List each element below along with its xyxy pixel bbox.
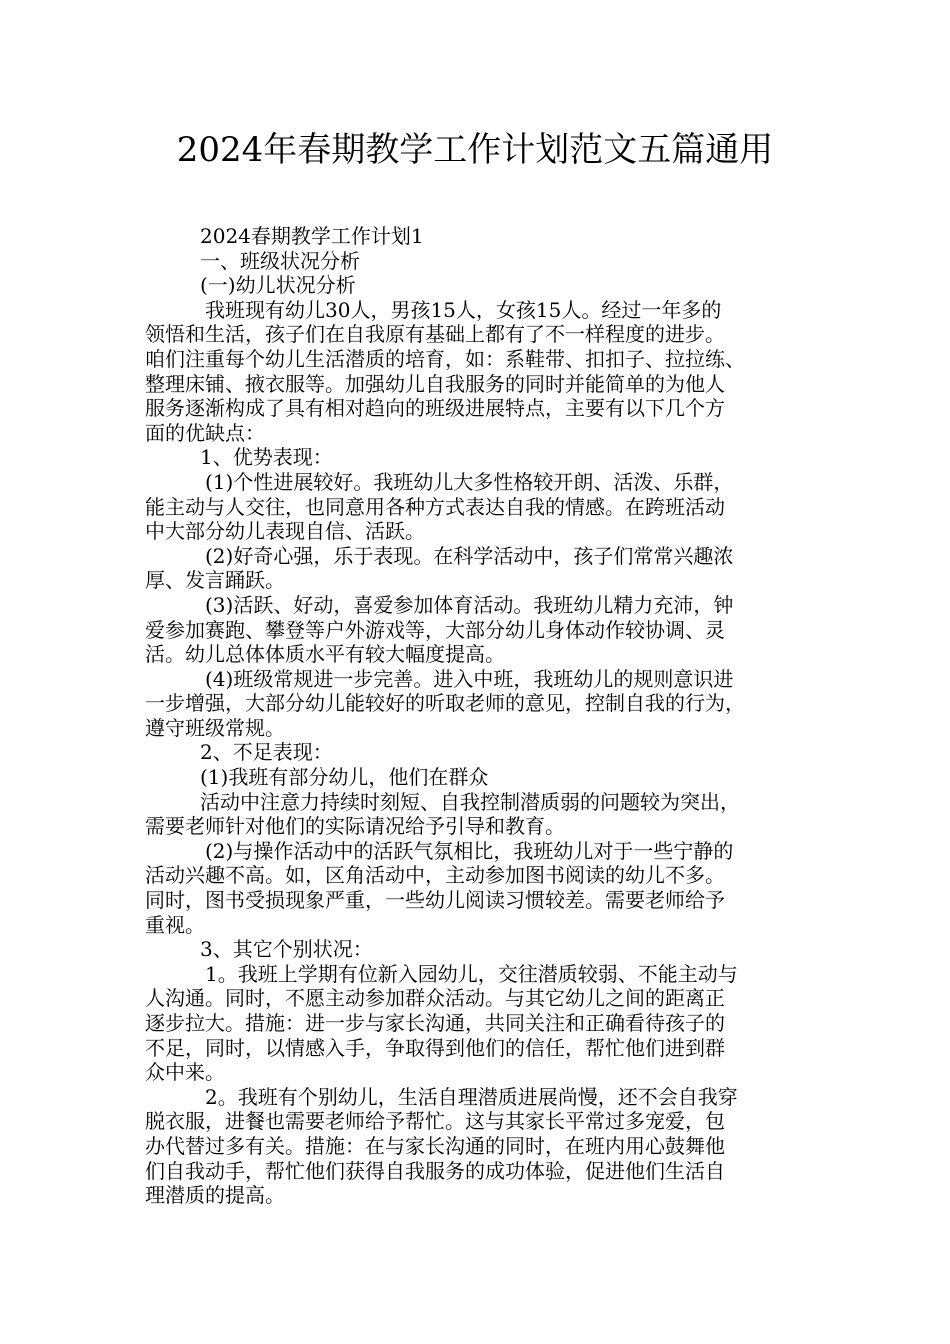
text-line: 需要老师针对他们的实际请况给予引导和教育。 xyxy=(145,814,565,839)
text-line: (4)班级常规进一步完善。进入中班，我班幼儿的规则意识进 xyxy=(205,666,734,691)
text-line: 活动中注意力持续时刻短、自我控制潜质弱的问题较为突出， xyxy=(200,789,740,814)
text-line: (3)活跃、好动，喜爱参加体育活动。我班幼儿精力充沛，钟 xyxy=(205,592,734,617)
text-line: 厚、发言踊跃。 xyxy=(145,568,285,593)
text-line: 重视。 xyxy=(145,912,205,937)
text-line: 们自我动手，帮忙他们获得自我服务的成功体验，促进他们生活自 xyxy=(145,1158,725,1183)
text-line: 1。我班上学期有位新入园幼儿，交往潜质较弱、不能主动与 xyxy=(205,961,738,986)
text-line: 中大部分幼儿表现自信、活跃。 xyxy=(145,519,425,544)
text-line: (1)我班有部分幼儿，他们在群众 xyxy=(200,765,489,790)
document-title: 2024年春期教学工作计划范文五篇通用 xyxy=(176,130,774,170)
text-line: 咱们注重每个幼儿生活潜质的培育，如：系鞋带、扣扣子、拉拉练、 xyxy=(145,346,745,371)
text-line: 面的优缺点： xyxy=(145,420,265,445)
text-line: 活。幼儿总体体质水平有较大幅度提高。 xyxy=(145,642,505,667)
text-line: 不足，同时，以情感入手，争取得到他们的信任，帮忙他们进到群 xyxy=(145,1035,725,1060)
text-line: 一步增强，大部分幼儿能较好的听取老师的意见，控制自我的行为， xyxy=(145,691,745,716)
text-line: 同时，图书受损现象严重，一些幼儿阅读习惯较差。需要老师给予 xyxy=(145,888,725,913)
text-line: 整理床铺、掖衣服等。加强幼儿自我服务的同时并能简单的为他人 xyxy=(145,371,725,396)
text-line: 一、班级状况分析 xyxy=(200,248,360,273)
text-line: 服务逐渐构成了具有相对趋向的班级进展特点，主要有以下几个方 xyxy=(145,396,725,421)
text-line: 理潜质的提高。 xyxy=(145,1183,285,1208)
text-line: (2)好奇心强，乐于表现。在科学活动中，孩子们常常兴趣浓 xyxy=(205,543,734,568)
text-line: 能主动与人交往，也同意用各种方式表达自我的情感。在跨班活动 xyxy=(145,494,725,519)
text-line: 办代替过多有关。措施：在与家长沟通的同时，在班内用心鼓舞他 xyxy=(145,1133,725,1158)
text-line: 爱参加赛跑、攀登等户外游戏等，大部分幼儿身体动作较协调、灵 xyxy=(145,617,725,642)
text-line: (2)与操作活动中的活跃气氛相比，我班幼儿对于一些宁静的 xyxy=(205,838,734,863)
text-line: 活动兴趣不高。如，区角活动中，主动参加图书阅读的幼儿不多。 xyxy=(145,863,725,888)
document-body xyxy=(145,224,813,1208)
text-line: 2024春期教学工作计划1 xyxy=(200,224,424,248)
text-line: 人沟通。同时，不愿主动参加群众活动。与其它幼儿之间的距离正 xyxy=(145,986,725,1011)
text-line: 1、优势表现： xyxy=(200,445,333,470)
text-line: (一)幼儿状况分析 xyxy=(200,273,356,298)
text-line: 脱衣服，进餐也需要老师给予帮忙。这与其家长平常过多宠爱，包 xyxy=(145,1109,725,1134)
text-line: 2。我班有个别幼儿，生活自理潜质进展尚慢，还不会自我穿 xyxy=(205,1084,738,1109)
text-line: 众中来。 xyxy=(145,1060,225,1085)
text-line: 领悟和生活，孩子们在自我原有基础上都有了不一样程度的进步。 xyxy=(145,322,725,347)
text-line: 遵守班级常规。 xyxy=(145,715,285,740)
text-line: 逐步拉大。措施：进一步与家长沟通，共同关注和正确看待孩子的 xyxy=(145,1011,725,1035)
text-line: 我班现有幼儿30人，男孩15人，女孩15人。经过一年多的 xyxy=(205,297,722,322)
text-line: (1)个性进展较好。我班幼儿大多性格较开朗、活泼、乐群， xyxy=(205,469,734,494)
text-line: 2、不足表现： xyxy=(200,740,333,765)
text-line: 3、其它个别状况： xyxy=(200,937,373,962)
